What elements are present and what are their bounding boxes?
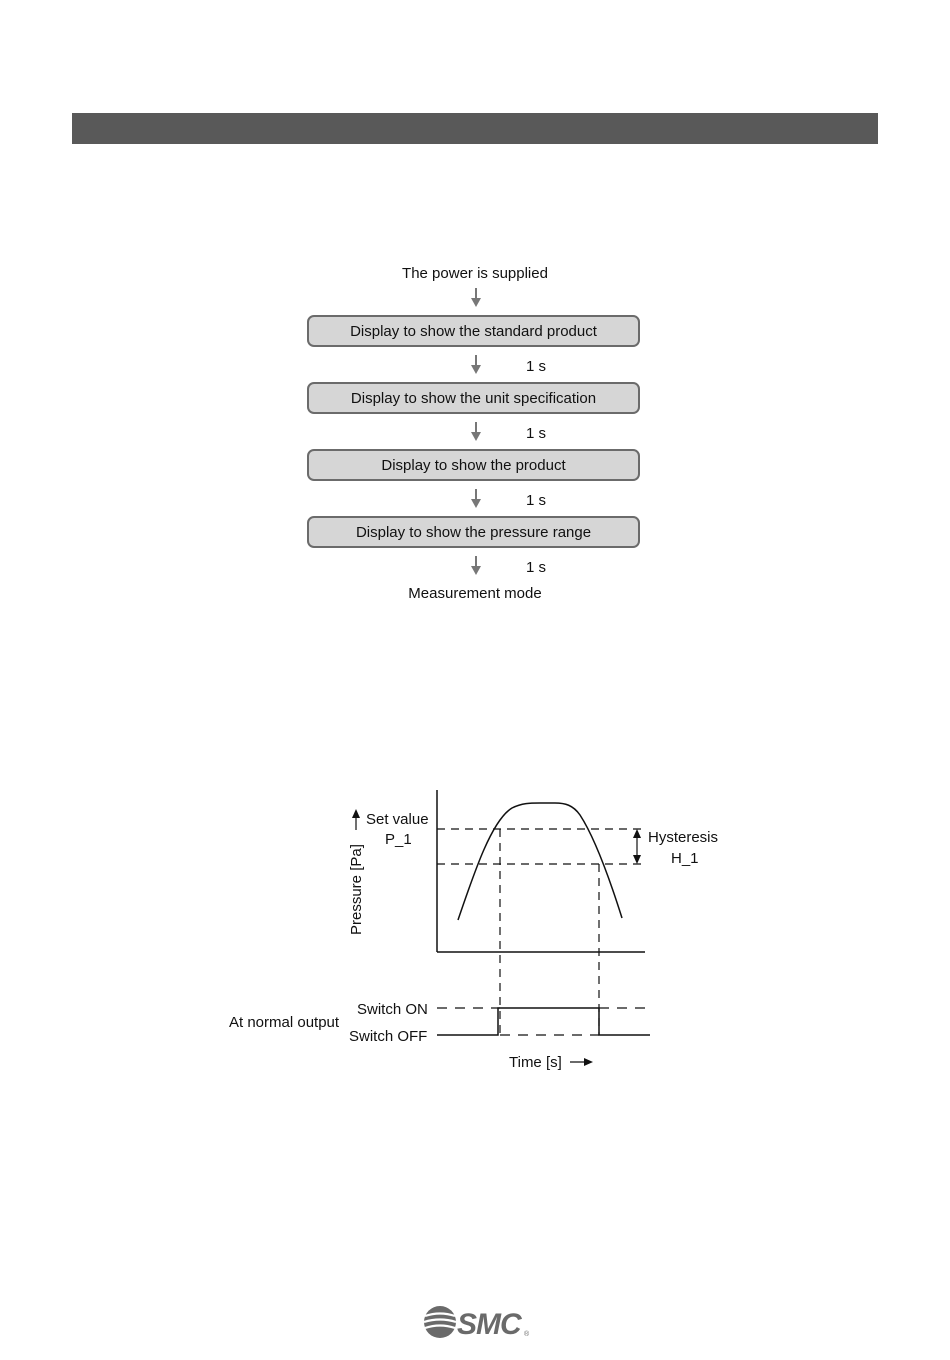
hysteresis-arrow-down-icon	[633, 855, 641, 864]
flow-step-time: 1 s	[526, 492, 547, 509]
flow-end-label: Measurement mode	[408, 585, 542, 602]
hysteresis-label: Hysteresis	[648, 829, 719, 846]
logo-text: SMC	[457, 1308, 521, 1341]
hysteresis-name: H_1	[671, 850, 699, 867]
pressure-arrow-up-icon	[352, 809, 360, 818]
smc-globe-icon	[424, 1306, 456, 1338]
set-value-name: P_1	[385, 831, 412, 848]
flow-step-time: 1 s	[526, 425, 547, 442]
flow-step-standard-product: Display to show the standard product	[307, 315, 640, 347]
flow-step-time: 1 s	[526, 559, 547, 576]
pressure-curve	[458, 803, 622, 920]
switch-off-label: Switch OFF	[349, 1028, 428, 1045]
set-value-label: Set value	[366, 811, 429, 828]
hysteresis-arrow-up-icon	[633, 829, 641, 838]
logo-registered-mark: ®	[524, 1331, 530, 1338]
pressure-axis-label: Pressure [Pa]	[348, 844, 365, 935]
output-mode-label: At normal output	[229, 1014, 340, 1031]
switch-output-signal	[437, 1008, 650, 1035]
flow-step-time: 1 s	[526, 358, 547, 375]
flow-step-product: Display to show the product	[307, 449, 640, 481]
time-arrow-right-icon	[584, 1058, 593, 1066]
flow-step-unit-specification: Display to show the unit specification	[307, 382, 640, 414]
flow-start-label: The power is supplied	[402, 265, 548, 282]
time-axis-label: Time [s]	[509, 1054, 562, 1071]
flow-step-pressure-range: Display to show the pressure range	[307, 516, 640, 548]
smc-logo	[420, 1302, 530, 1342]
switch-on-label: Switch ON	[357, 1001, 428, 1018]
